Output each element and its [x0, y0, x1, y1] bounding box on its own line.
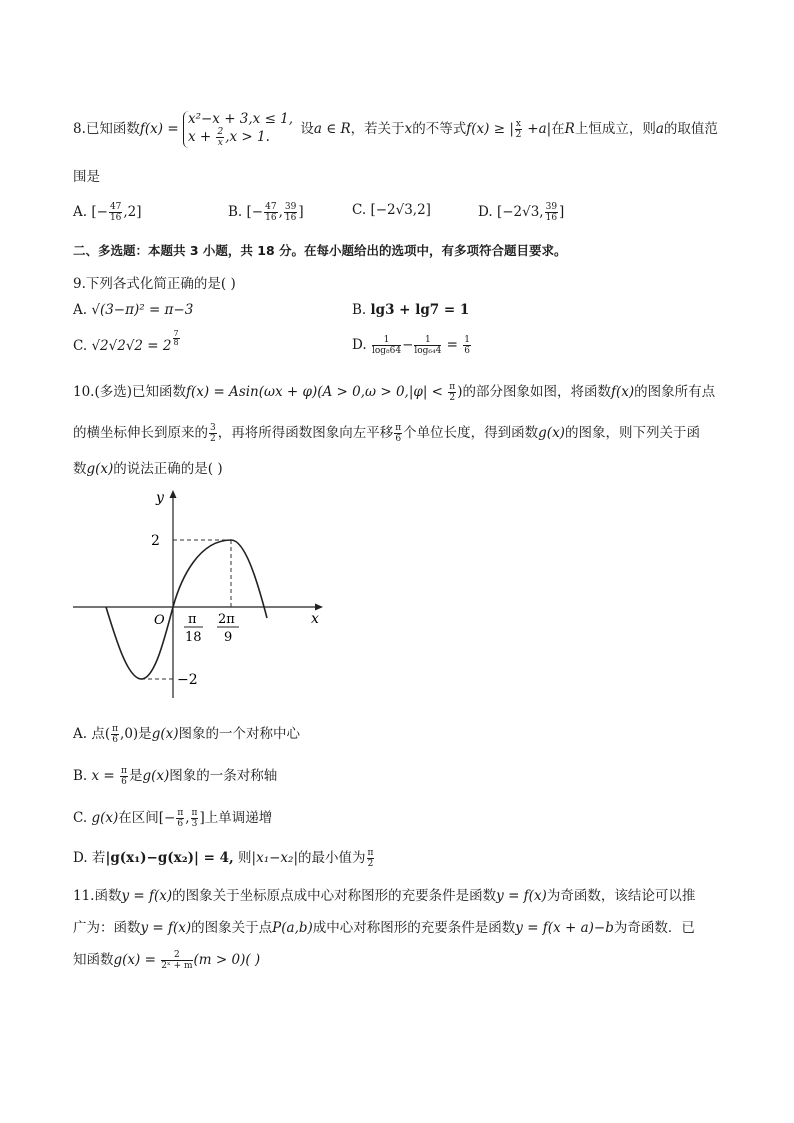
- piecewise-brace: [183, 111, 293, 148]
- q8-line1: 8.已知函数f(x) = x²−x + 3,x ≤ 1, x + $\frac{2}{x}$ ,x > 1. 设a ∈ R，若关于x的不等式f(x) ≥ | $\frac{x}{2}$ +a|在R上恒成立，则a的取值范: [73, 111, 718, 148]
- sine-curve: [106, 540, 267, 679]
- y-min-label: −2: [177, 672, 198, 688]
- q10-line2: 的横坐标伸长到原来的 $\frac{3}{2}$ ，再将所得函数图象向左平移 $\frac{\pi}{6}$ 个单位长度，得到函数g(x)的图象，则下列关于函: [73, 423, 700, 444]
- q9-option-d[interactable]: D. $\frac{1}{\text{log₈64}}$ − $\frac{1}{\text{log₆₄4}}$ = $\frac{1}{6}$: [352, 335, 471, 356]
- y-max-label: 2: [151, 533, 160, 549]
- q9-stem: 9.下列各式化简正确的是( ): [73, 276, 236, 292]
- q8-option-a[interactable]: A. [− $\frac{47}{16}$ ,2]: [73, 202, 142, 223]
- q11-line2: 广为：函数y = f(x)的图象关于点P(a,b)成中心对称图形的充要条件是函数y = f(x + a)−b为奇函数．已: [73, 920, 695, 936]
- piecewise-case2: x + $\frac{2}{x}$ ,x > 1.: [187, 127, 270, 148]
- q11-line1: 11.函数y = f(x)的图象关于坐标原点成中心对称图形的充要条件是函数y = f(x)为奇函数，该结论可以推: [73, 888, 696, 904]
- q9-option-c[interactable]: C. √2√2√2 = 2 $\frac{7}{8}$: [73, 329, 179, 354]
- q8-option-c[interactable]: C. [−2√3,2]: [352, 202, 431, 218]
- x-axis-arrow: [315, 604, 323, 611]
- y-axis-label: y: [156, 490, 164, 506]
- tick1-num: π: [188, 612, 197, 627]
- origin-label: O: [154, 613, 165, 628]
- x-axis-label: x: [311, 611, 319, 627]
- q10-option-c[interactable]: C. g(x)在区间[− $\frac{\pi}{6}$ , $\frac{\pi}{3}$ ]上单调递增: [73, 808, 273, 829]
- q8-option-b[interactable]: B. [− $\frac{47}{16}$ , $\frac{39}{16}$ ]: [228, 202, 304, 223]
- q10-line3: 数g(x)的说法正确的是( ): [73, 461, 223, 477]
- q9-option-a[interactable]: A. √(3−π)² = π−3: [73, 302, 194, 318]
- q9-option-b[interactable]: B. lg3 + lg7 = 1: [352, 302, 470, 318]
- q8-option-d[interactable]: D. [−2√3, $\frac{39}{16}$ ]: [478, 202, 565, 223]
- tick1-den: 18: [185, 630, 202, 645]
- tick2-den: 9: [224, 630, 233, 645]
- function-graph: [73, 486, 329, 701]
- q11-line3: 知函数g(x) = $\frac{2}{\text{2ˣ + m}}$ (m > 0)( ): [73, 950, 261, 971]
- tick2-num: 2π: [218, 612, 235, 627]
- q10-line1: 10.(多选)已知函数f(x) = Asin(ωx + φ)(A > 0,ω > 0,|φ| < $\frac{\pi}{2}$ )的部分图象如图，将函数f(x)的图象所有点: [73, 382, 716, 403]
- q8-line2: 围是: [73, 169, 100, 185]
- q10-option-a[interactable]: A. 点( $\frac{\pi}{6}$ ,0)是g(x)图象的一个对称中心: [73, 724, 300, 745]
- y-axis-arrow: [170, 490, 177, 498]
- piecewise-case1: x²−x + 3,x ≤ 1,: [187, 111, 294, 127]
- q10-option-b[interactable]: B. x = $\frac{\pi}{6}$ 是g(x)图象的一条对称轴: [73, 766, 278, 787]
- math-expr: f(x): [139, 121, 164, 137]
- q10-option-d[interactable]: D. 若|g(x₁)−g(x₂)| = 4, 则|x₁−x₂|的最小值为 $\frac{\pi}{2}$: [73, 848, 374, 869]
- section-header: 二、多选题：本题共 3 小题，共 18 分。在每小题给出的选项中，有多项符合题目要求。: [73, 243, 567, 258]
